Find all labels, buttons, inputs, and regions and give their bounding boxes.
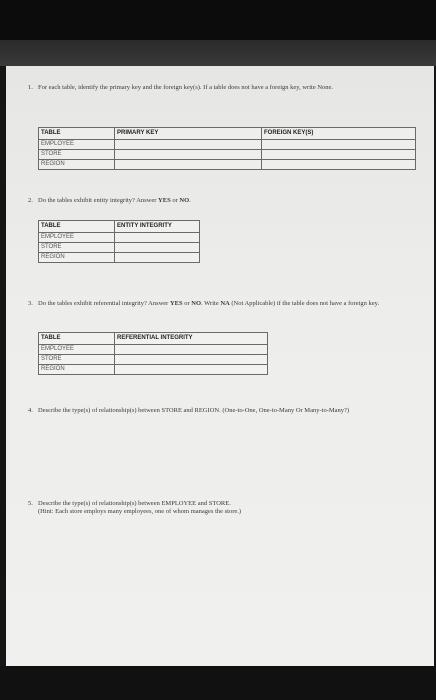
question-2 (28, 197, 420, 205)
referential-integrity-cell[interactable] (115, 345, 268, 355)
table-row (39, 233, 200, 243)
header-table: TABLE (39, 128, 115, 140)
question-1-number: 1. (28, 84, 33, 91)
primary-key-cell[interactable] (115, 160, 262, 170)
answer-yes: YES (169, 300, 183, 307)
primary-key-cell[interactable] (115, 140, 262, 150)
table-header-row (39, 333, 268, 345)
referential-integrity-cell[interactable] (115, 355, 268, 365)
referential-integrity-cell[interactable] (115, 365, 268, 375)
foreign-key-cell[interactable] (262, 160, 416, 170)
table-row (39, 160, 416, 170)
header-foreign-keys: FOREIGN KEY(S) (262, 128, 416, 140)
write-text: . Write (201, 300, 221, 307)
question-2-text: Do the tables exhibit entity integrity? Answer (38, 197, 159, 204)
row-label: STORE (39, 355, 115, 365)
question-5-number: 5. (28, 500, 33, 507)
row-label: STORE (39, 150, 115, 160)
answer-yes: YES (158, 197, 171, 204)
answer-no: NO (179, 197, 190, 204)
table-primary-foreign-keys (38, 127, 416, 170)
foreign-key-cell[interactable] (262, 150, 416, 160)
question-3 (28, 300, 420, 308)
table-row (39, 253, 200, 263)
question-2-number: 2. (28, 197, 33, 204)
header-table: TABLE (39, 221, 115, 233)
question-5 (28, 500, 420, 516)
top-dark-bar (0, 0, 436, 40)
table-header-row (39, 221, 200, 233)
foreign-key-cell[interactable] (262, 140, 416, 150)
row-label: STORE (39, 243, 115, 253)
table-row (39, 365, 268, 375)
row-label: REGION (39, 253, 115, 263)
primary-key-cell[interactable] (115, 150, 262, 160)
worksheet-page (6, 66, 434, 666)
header-table: TABLE (39, 333, 115, 345)
table-row (39, 150, 416, 160)
question-1 (28, 84, 420, 92)
table-row (39, 355, 268, 365)
question-3-text-end: (Not Applicable) if the table does not have a foreign key. (229, 300, 380, 307)
table-header-row (39, 128, 416, 140)
entity-integrity-cell[interactable] (115, 233, 200, 243)
answer-na: NA (220, 300, 230, 307)
question-4 (28, 407, 424, 415)
question-3-number: 3. (28, 300, 33, 307)
row-label: EMPLOYEE (39, 233, 115, 243)
row-label: EMPLOYEE (39, 140, 115, 150)
top-band (0, 40, 436, 66)
entity-integrity-cell[interactable] (115, 243, 200, 253)
row-label: EMPLOYEE (39, 345, 115, 355)
header-entity-integrity: ENTITY INTEGRITY (115, 221, 200, 233)
table-row (39, 345, 268, 355)
period: . (189, 197, 191, 204)
row-label: REGION (39, 160, 115, 170)
question-3-text: Do the tables exhibit referential integrity? Answer (38, 300, 170, 307)
header-referential-integrity: REFERENTIAL INTEGRITY (115, 333, 268, 345)
or-text: or (182, 300, 192, 307)
table-row (39, 140, 416, 150)
table-entity-integrity (38, 220, 200, 263)
question-4-number: 4. (28, 407, 33, 414)
question-4-text: Describe the type(s) of relationship(s) between STORE and REGION. (One-to-One, One-to-Many Or Many-to-Many?) (38, 407, 350, 414)
header-primary-key: PRIMARY KEY (115, 128, 262, 140)
answer-no: NO (191, 300, 202, 307)
question-5-hint: (Hint: Each store employs many employees, one of whom manages the store.) (38, 508, 242, 515)
table-row (39, 243, 200, 253)
question-1-text: For each table, identify the primary key and the foreign key(s). If a table does not have a foreign key, write None. (38, 84, 334, 91)
table-referential-integrity (38, 332, 268, 375)
row-label: REGION (39, 365, 115, 375)
bottom-dark-area (0, 666, 436, 700)
question-5-text: Describe the type(s) of relationship(s) between EMPLOYEE and STORE. (38, 500, 231, 507)
entity-integrity-cell[interactable] (115, 253, 200, 263)
or-text: or (170, 197, 180, 204)
